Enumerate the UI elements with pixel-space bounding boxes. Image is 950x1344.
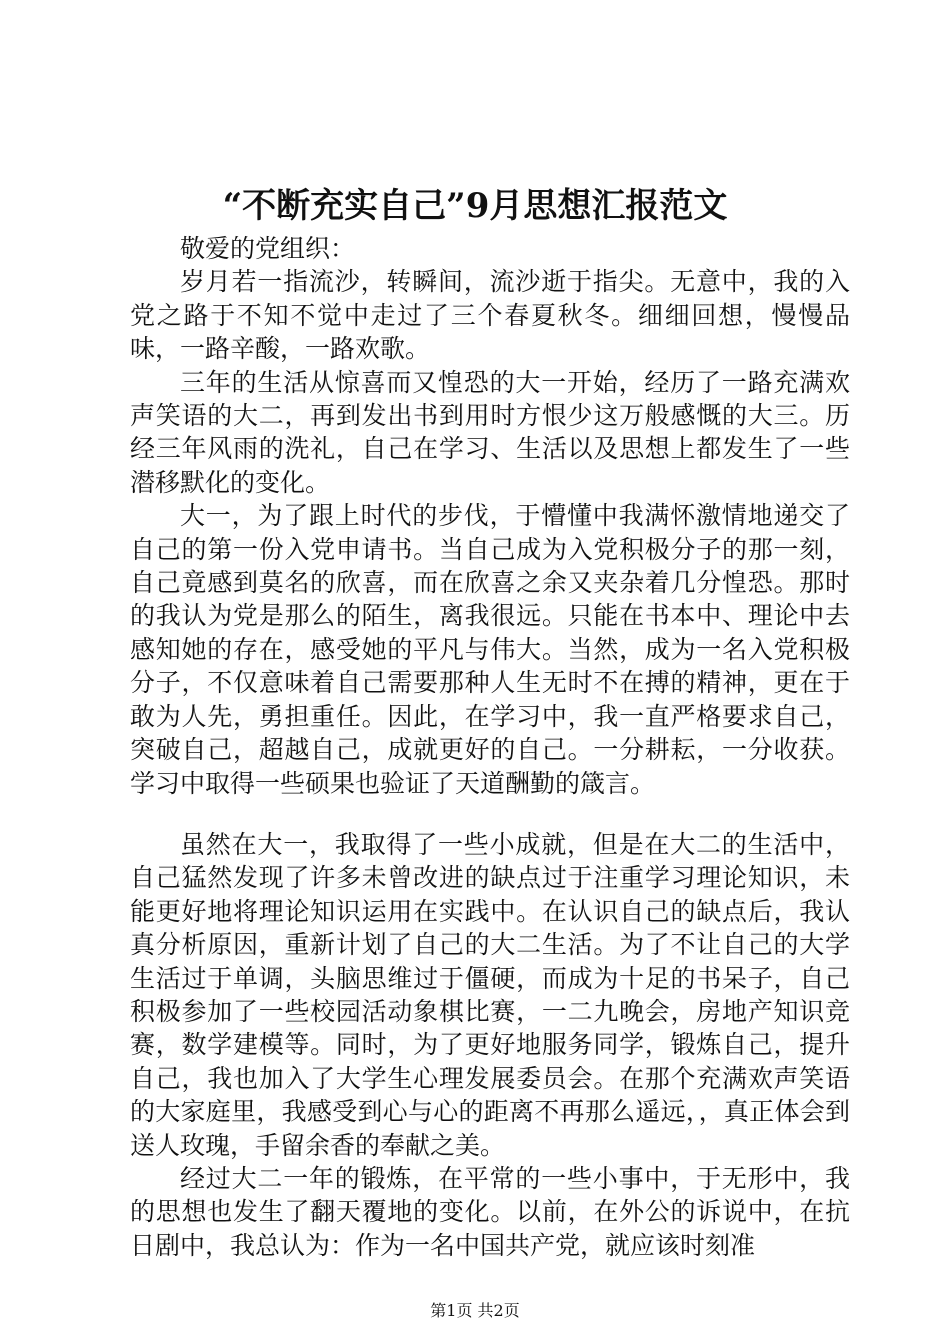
body-paragraph: 大一，为了跟上时代的步伐，于懵懂中我满怀激情地递交了自己的第一份入党申请书。当自己成为入党积极分子的那一刻，自己竟感到莫名的欣喜，而在欣喜之余又夹杂着几分惶恐。那时的我认为党是那么的陌生，离我很远。只能在书本中、理论中去感知她的存在，感受她的平凡与伟大。当然，成为一名入党积极分子，不仅意味着自己需要那种人生无时不在搏的精神，更在于敢为人先，勇担重任。因此，在学习中，我一直严格要求自己，突破自己，超越自己，成就更好的自己。一分耕耘，一分收获。学习中取得一些硕果也验证了天道酬勤的箴言。	[130, 501, 850, 798]
page-footer: 第1页 共2页	[430, 1301, 520, 1320]
document-title: “不断充实自己”9月思想汇报范文	[222, 186, 728, 226]
body-paragraph: 虽然在大一，我取得了一些小成就，但是在大二的生活中，自己猛然发现了许多未曾改进的缺点过于注重学习理论知识，未能更好地将理论知识运用在实践中。在认识自己的缺点后，我认真分析原因，重新计划了自己的大二生活。为了不让自己的大学生活过于单调，头脑思维过于僵硬，而成为十足的书呆子，自己积极参加了一些校园活动象棋比赛，一二九晚会，房地产知识竞赛，数学建模等。同时，为了更好地服务同学，锻炼自己，提升自己，我也加入了大学生心理发展委员会。在那个充满欢声笑语的大家庭里，我感受到心与心的距离不再那么遥远，，真正体会到送人玫瑰，手留余香的奉献之美。	[130, 829, 850, 1160]
body-paragraph: 三年的生活从惊喜而又惶恐的大一开始，经历了一路充满欢声笑语的大二，再到发出书到用时方恨少这万般感慨的大三。历经三年风雨的洗礼，自己在学习、生活以及思想上都发生了一些潜移默化的变化。	[130, 367, 850, 497]
salutation-paragraph: 敬爱的党组织：	[180, 234, 356, 263]
body-paragraph: 经过大二一年的锻炼，在平常的一些小事中，于无形中，我的思想也发生了翻天覆地的变化。以前，在外公的诉说中，在抗日剧中，我总认为：作为一名中国共产党，就应该时刻准	[130, 1163, 850, 1260]
body-paragraph: 岁月若一指流沙，转瞬间，流沙逝于指尖。无意中，我的入党之路于不知不觉中走过了三个春夏秋冬。细细回想，慢慢品味，一路辛酸，一路欢歌。	[130, 267, 850, 364]
document-body	[130, 232, 850, 1262]
